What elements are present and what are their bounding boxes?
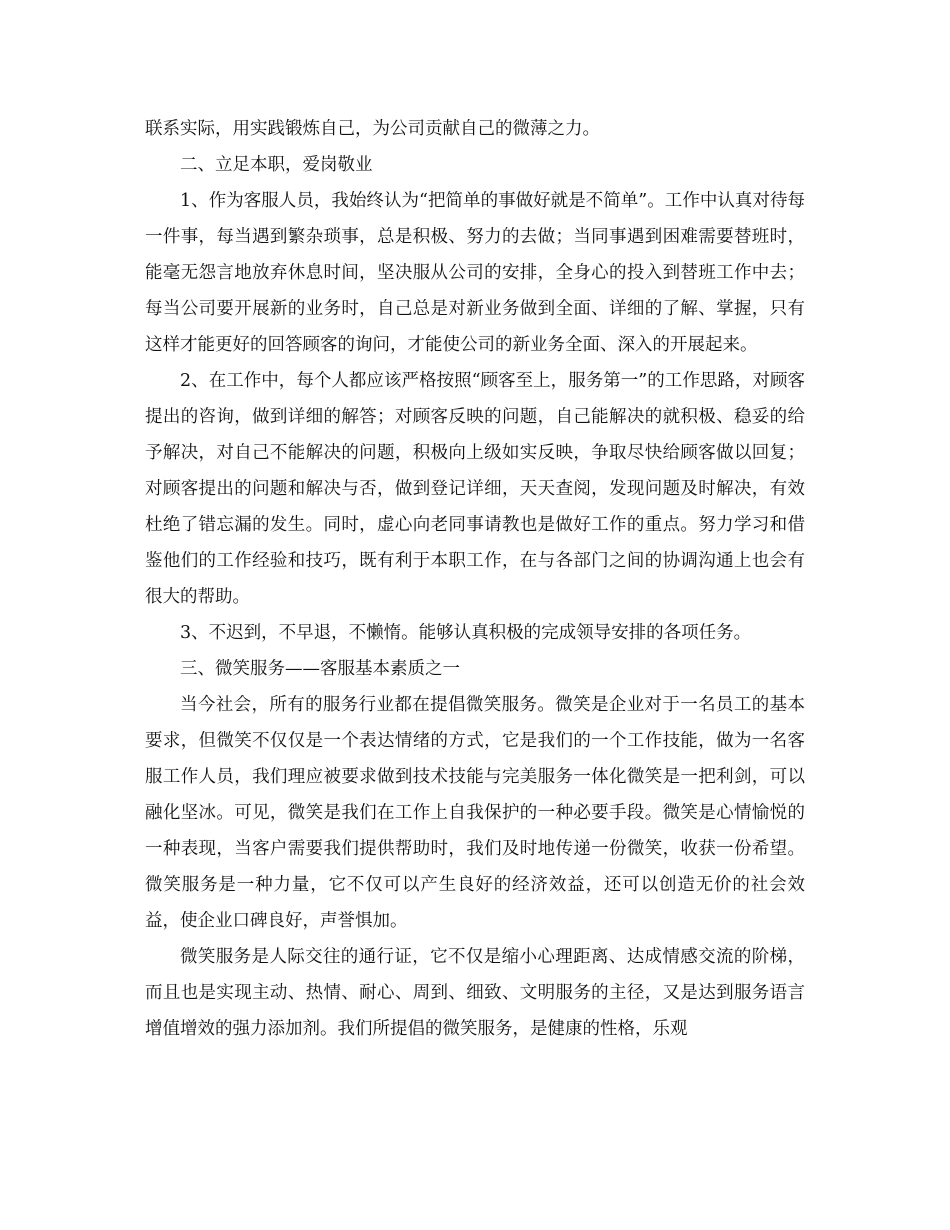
section-heading-3: 三、微笑服务——客服基本素质之一 bbox=[180, 659, 460, 679]
paragraph-item-2: 2、在工作中，每个人都应该严格按照“顾客至上，服务第一”的工作思路，对顾客提出的咨询，做到详细的解答；对顾客反映的问题，自己能解决的就积极、稳妥的给予解决，对自己不能解决的问题，积极向上级如实反映，争取尽快给顾客做以回复；对顾客提出的问题和解决与否，做到登记详细，天天查阅，发现问题及时解决，有效杜绝了错忘漏的发生。同时，虚心向老同事请教也是做好工作的重点。努力学习和借鉴他们的工作经验和技巧，既有利于本职工作，在与各部门之间的协调沟通上也会有很大的帮助。 bbox=[145, 371, 805, 607]
paragraph-smile-service: 当今社会，所有的服务行业都在提倡微笑服务。微笑是企业对于一名员工的基本要求，但微笑不仅仅是一个表达情绪的方式，它是我们的一个工作技能，做为一名客服工作人员，我们理应被要求做到技术技能与完美服务一体化微笑是一把利剑，可以融化坚冰。可见，微笑是我们在工作上自我保护的一种必要手段。微笑是心情愉悦的一种表现，当客户需要我们提供帮助时，我们及时地传递一份微笑，收获一份希望。微笑服务是一种力量，它不仅可以产生良好的经济效益，还可以创造无价的社会效益，使企业口碑良好，声誉惧加。 bbox=[145, 695, 805, 931]
paragraph-item-1: 1、作为客服人员，我始终认为“把简单的事做好就是不简单”。工作中认真对待每一件事，每当遇到繁杂琐事，总是积极、努力的去做；当同事遇到困难需要替班时，能毫无怨言地放弃休息时间，坚决服从公司的安排，全身心的投入到替班工作中去；每当公司要开展新的业务时，自己总是对新业务做到全面、详细的了解、掌握，只有这样才能更好的回答顾客的询问，才能使公司的新业务全面、深入的开展起来。 bbox=[145, 191, 805, 355]
paragraph-smile-passport: 微笑服务是人际交往的通行证，它不仅是缩小心理距离、达成情感交流的阶梯，而且也是实现主动、热情、耐心、周到、细致、文明服务的主径，又是达到服务语言增值增效的强力添加剂。我们所提倡的微笑服务，是健康的性格，乐观 bbox=[145, 947, 805, 1039]
section-heading-2: 二、立足本职，爱岗敬业 bbox=[180, 155, 373, 175]
paragraph-item-3: 3、不迟到，不早退，不懒惰。能够认真积极的完成领导安排的各项任务。 bbox=[180, 623, 752, 643]
document-body bbox=[145, 111, 805, 1047]
paragraph-continuation: 联系实际，用实践锻炼自己，为公司贡献自己的微薄之力。 bbox=[145, 119, 600, 139]
